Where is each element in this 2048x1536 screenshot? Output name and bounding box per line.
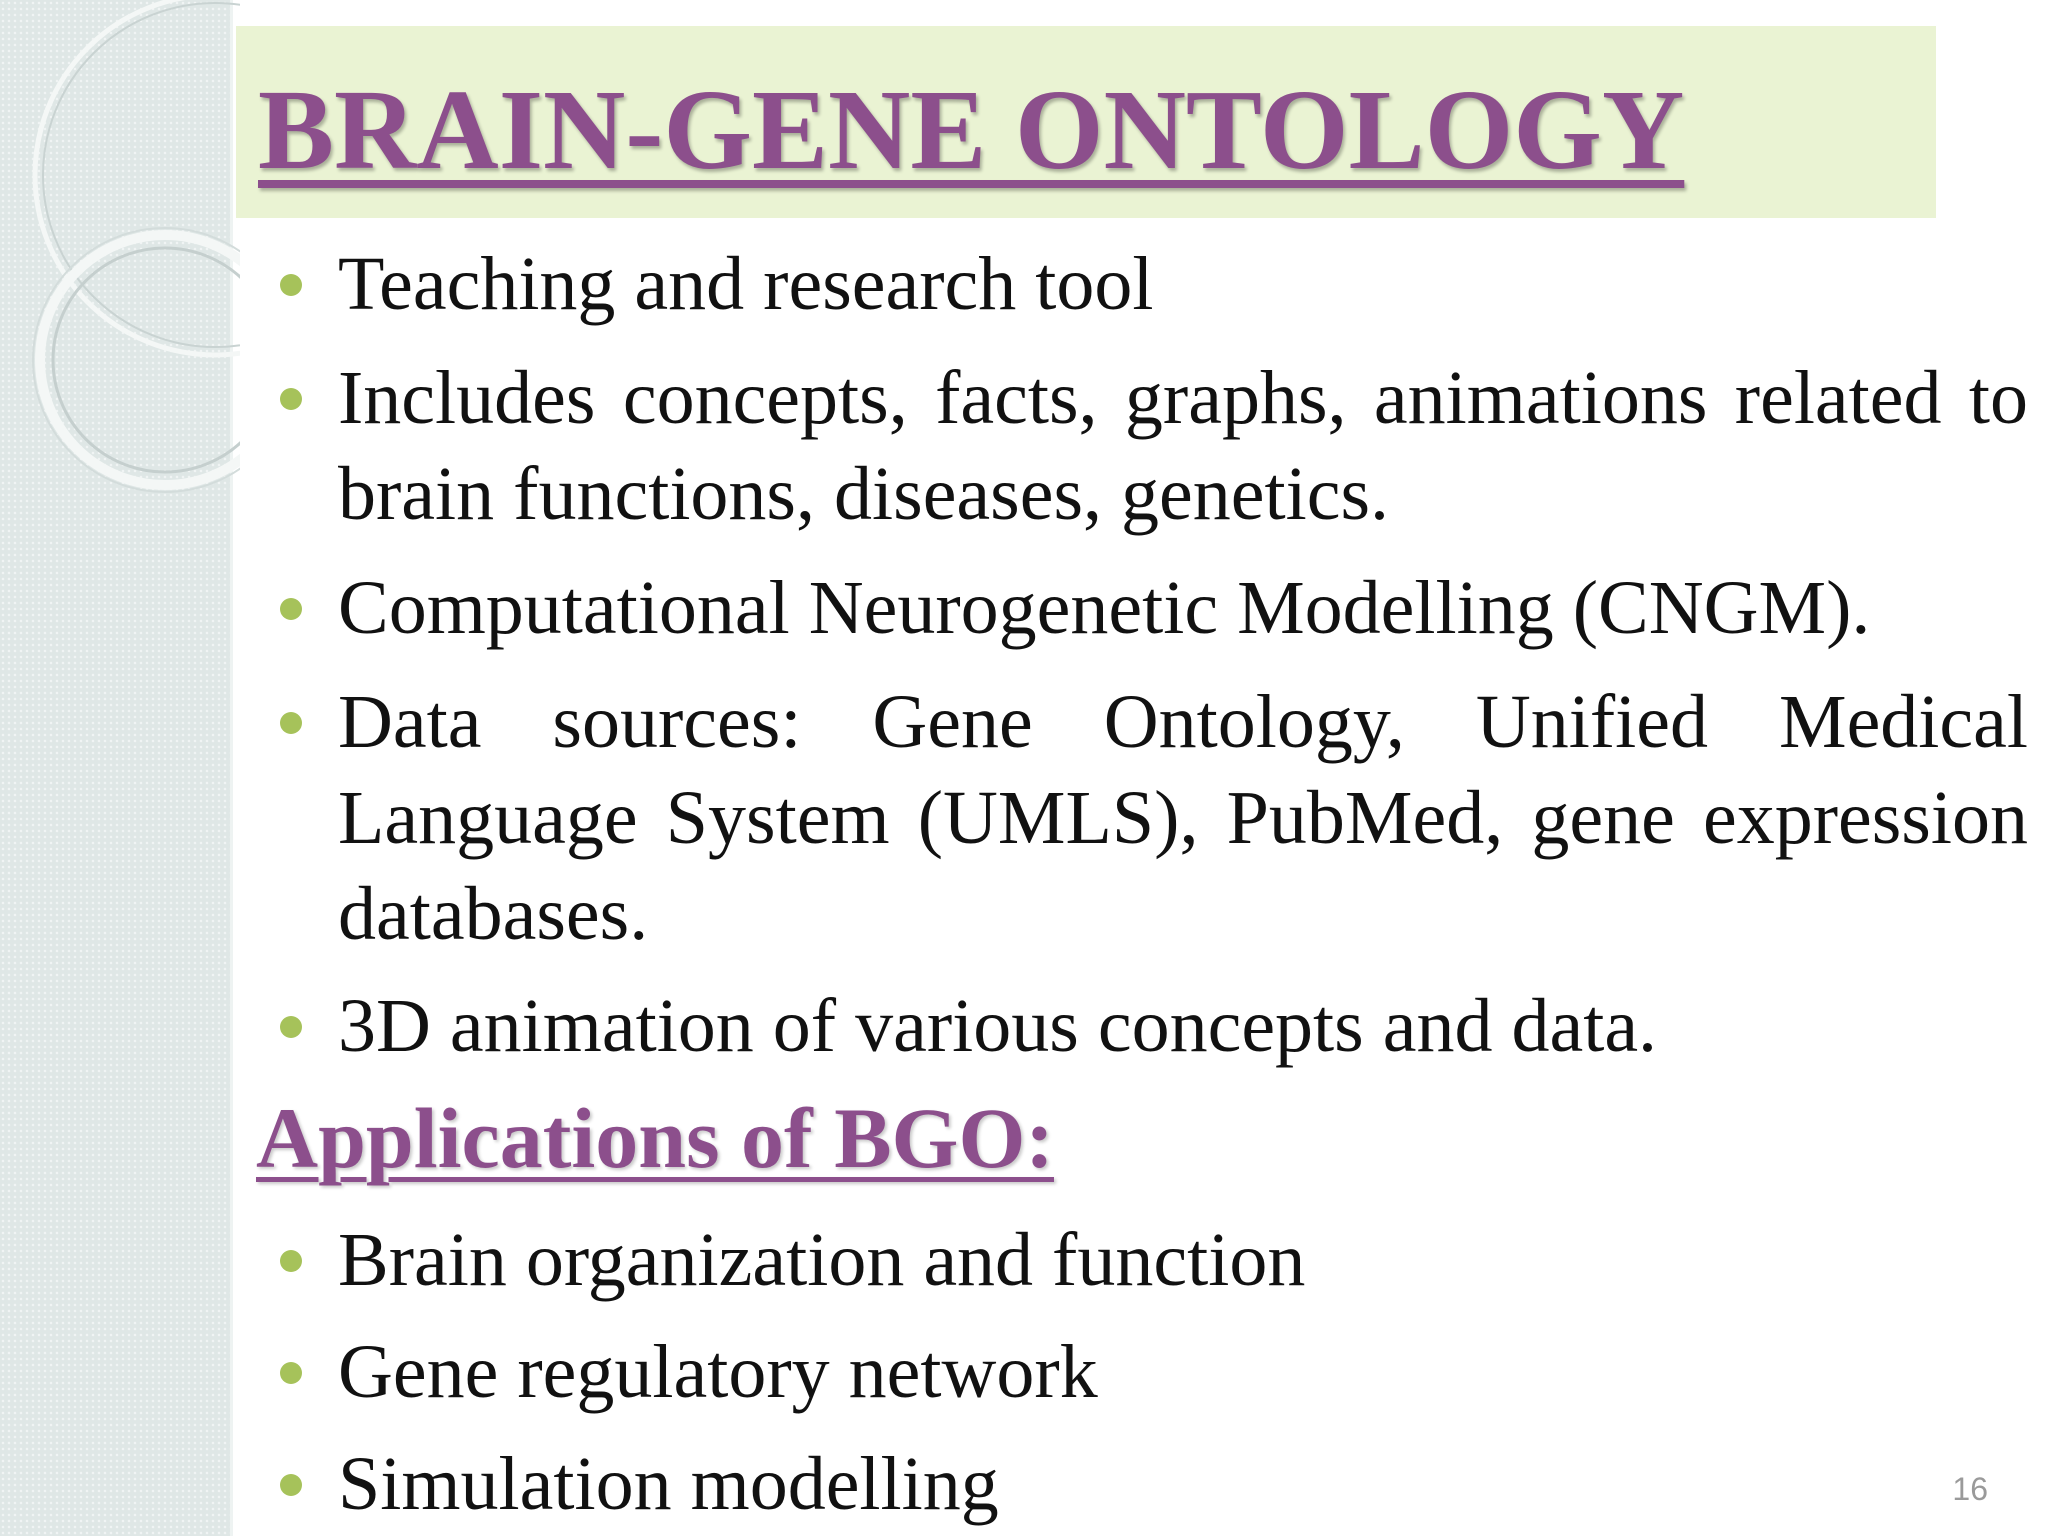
application-item: Gene regulatory network [338, 1330, 1098, 1414]
application-item: Brain organization and function [338, 1218, 1306, 1302]
applications-heading: Applications of BGO: [256, 1090, 1054, 1186]
decorative-circles [0, 0, 240, 520]
bullet-item: Data sources: Gene Ontology, Unified Medical Language System (UMLS), PubMed, gene expression databases. [338, 680, 2028, 956]
bullet-dot-icon [280, 1474, 302, 1496]
bullet-dot-icon [280, 1250, 302, 1272]
bullet-dot-icon [280, 712, 302, 734]
page-number: 16 [1952, 1471, 1988, 1507]
bullet-item: Teaching and research tool [338, 242, 1154, 326]
bullet-item: Computational Neurogenetic Modelling (CNGM). [338, 566, 1871, 650]
bullet-dot-icon [280, 598, 302, 620]
bullet-dot-icon [280, 388, 302, 410]
application-item: Simulation modelling [338, 1442, 999, 1526]
bullet-dot-icon [280, 274, 302, 296]
bullet-dot-icon [280, 1016, 302, 1038]
bullet-item: 3D animation of various concepts and data. [338, 984, 1658, 1068]
slide-title: BRAIN-GENE ONTOLOGY [258, 66, 1685, 193]
bullet-dot-icon [280, 1362, 302, 1384]
bullet-item: Includes concepts, facts, graphs, animations related to brain functions, diseases, genetics. [338, 356, 2028, 536]
